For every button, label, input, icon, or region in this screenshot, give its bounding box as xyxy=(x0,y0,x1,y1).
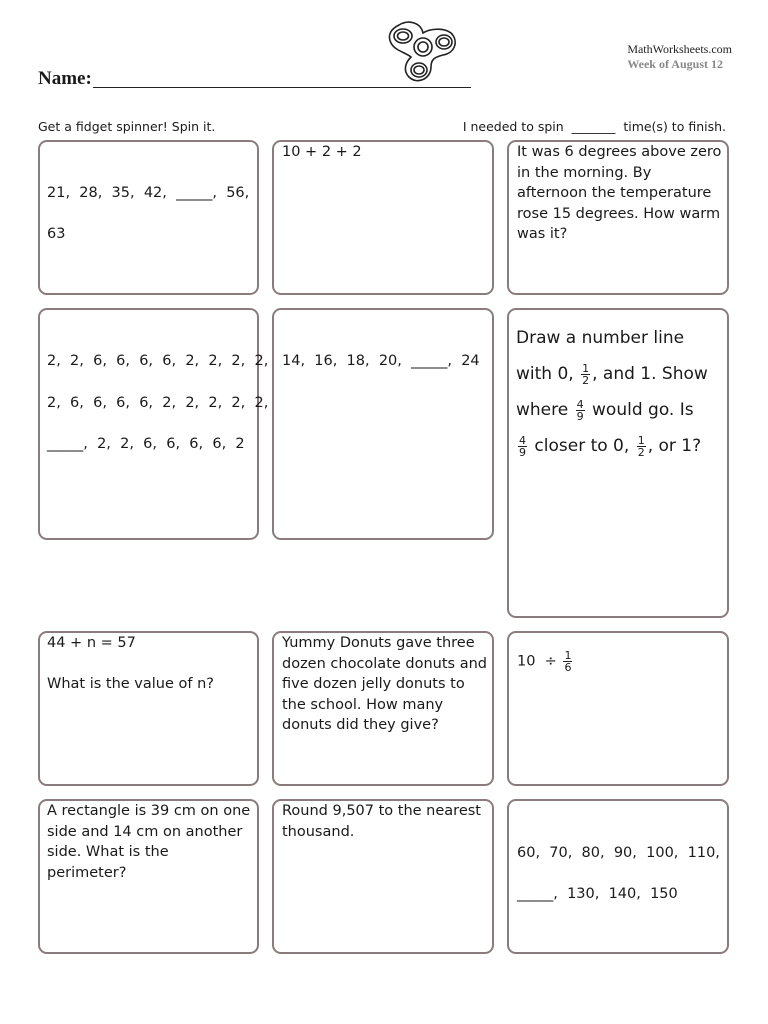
problem-9-expression xyxy=(517,650,574,673)
problem-5-text: 14, 16, 18, 20, _____, 24 xyxy=(282,353,480,369)
problem-box-5[interactable] xyxy=(272,308,494,540)
fraction-one-half-2: $\frac{1}{2}$ xyxy=(637,433,645,459)
problem-12-line2: _____, 130, 140, 150 xyxy=(517,886,678,902)
instruction-right: I needed to spin _______ time(s) to finish. xyxy=(462,119,726,134)
divide-symbol: ÷ xyxy=(544,653,557,670)
problem-box-1[interactable] xyxy=(38,140,259,295)
name-field[interactable] xyxy=(93,87,471,88)
problem-6-line-a: Draw a number line xyxy=(516,328,685,348)
fidget-spinner-icon xyxy=(385,17,461,85)
instruction-left: Get a fidget spinner! Spin it. xyxy=(38,119,216,134)
problem-1-line2: 63 xyxy=(47,226,66,242)
problem-6-text xyxy=(516,320,726,464)
problem-6-line-b: with 0, $\frac{1}{2}$ , and 1. Show xyxy=(516,361,708,387)
problem-box-12[interactable] xyxy=(507,799,729,954)
problem-7-line1: 44 + n = 57 xyxy=(47,635,136,651)
site-credit xyxy=(627,42,732,72)
problem-4-line1: 2, 2, 6, 6, 6, 6, 2, 2, 2, 2, xyxy=(47,353,269,369)
problem-7-line2: What is the value of n? xyxy=(47,676,214,692)
problem-6-line-c: where $\frac{4}{9}$ would go. Is xyxy=(516,397,694,423)
problem-box-7[interactable] xyxy=(38,631,259,786)
problem-2-text: 10 + 2 + 2 xyxy=(282,144,362,160)
name-label: Name: xyxy=(38,68,92,89)
problem-4-line2: 2, 6, 6, 6, 6, 2, 2, 2, 2, 2, xyxy=(47,395,269,411)
fraction-one-half: $\frac{1}{2}$ xyxy=(582,361,590,387)
fraction-one-sixth: $\frac{1}{6}$ xyxy=(564,649,572,674)
site-name: MathWorksheets.com xyxy=(627,42,732,56)
problem-1-line1: 21, 28, 35, 42, _____, 56, xyxy=(47,185,250,201)
problem-box-2[interactable] xyxy=(272,140,494,295)
problem-3-text: It was 6 degrees above zero in the morning. By afternoon the temperature rose 15 degrees. How warm was it? xyxy=(517,144,722,242)
problem-box-4[interactable] xyxy=(38,308,259,540)
problem-8-text: Yummy Donuts gave three dozen chocolate donuts and five dozen jelly donuts to the school. How many donuts did they give? xyxy=(282,635,487,733)
problem-10-text: A rectangle is 39 cm on one side and 14 cm on another side. What is the perimeter? xyxy=(47,803,251,881)
problem-6-line-d: $\frac{4}{9}$ closer to 0, $\frac{1}{2}$ , or 1? xyxy=(519,433,702,459)
problem-11-text: Round 9,507 to the nearest thousand. xyxy=(282,803,481,840)
problem-9-lead: 10 xyxy=(517,653,536,670)
fraction-four-ninths-2: $\frac{4}{9}$ xyxy=(519,433,526,459)
fraction-four-ninths: $\frac{4}{9}$ xyxy=(576,397,584,423)
week-label: Week of August 12 xyxy=(627,57,723,71)
problem-12-line1: 60, 70, 80, 90, 100, 110, xyxy=(517,845,720,861)
problem-4-line3: _____, 2, 2, 6, 6, 6, 6, 2 xyxy=(47,436,245,452)
